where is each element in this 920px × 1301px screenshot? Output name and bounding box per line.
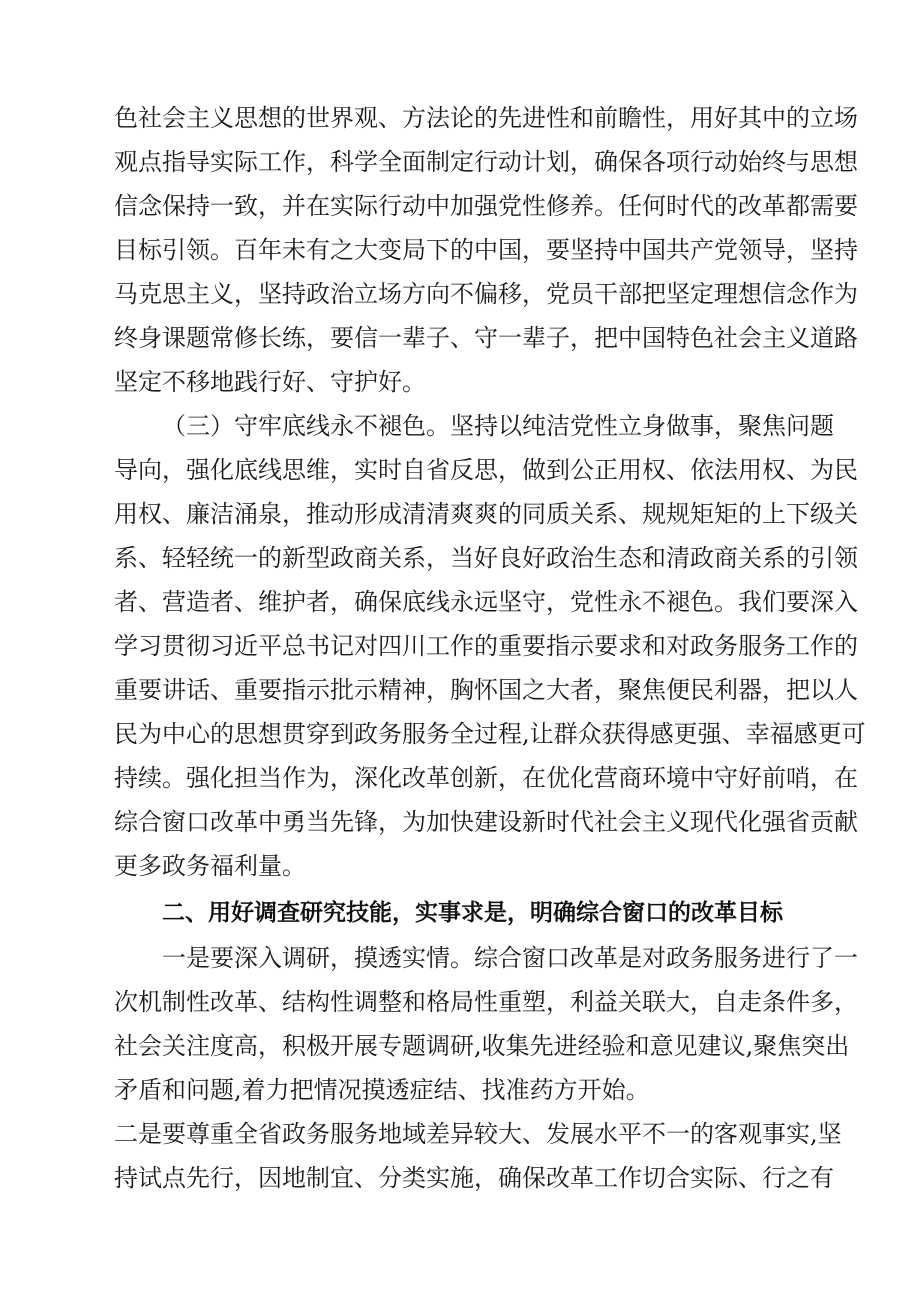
document-body [114, 96, 866, 1200]
text-line: 用权、廉洁涌泉，推动形成清清爽爽的同质关系、规规矩矩的上下级关 [114, 500, 858, 528]
text-line: 民为中心的思想贯穿到政务服务全过程,让群众获得感更强、幸福感更可 [114, 720, 866, 748]
text-line: 终身课题常修长练，要信一辈子、守一辈子，把中国特色社会主义道路 [114, 324, 858, 352]
text-line: 信念保持一致，并在实际行动中加强党性修养。任何时代的改革都需要 [114, 192, 858, 220]
text-line: 色社会主义思想的世界观、方法论的先进性和前瞻性，用好其中的立场 [114, 104, 858, 132]
text-line: 持试点先行，因地制宜、分类实施，确保改革工作切合实际、行之有 [114, 1164, 834, 1192]
text-line: 目标引领。百年未有之大变局下的中国，要坚持中国共产党领导，坚持 [114, 236, 858, 264]
text-line: 系、轻轻统一的新型政商关系，当好良好政治生态和清政商关系的引领 [114, 544, 858, 572]
paragraph-respect-differences [114, 1112, 842, 1200]
text-line: 观点指导实际工作，科学全面制定行动计划，确保各项行动始终与思想 [114, 148, 858, 176]
text-line: 导向，强化底线思维，实时自省反思，做到公正用权、依法用权、为民 [114, 456, 858, 484]
text-line: 重要讲话、重要指示批示精神，胸怀国之大者，聚焦便民利器，把以人 [114, 676, 858, 704]
paragraph-ideology-continued [114, 96, 858, 404]
text-line: 综合窗口改革中勇当先锋，为加快建设新时代社会主义现代化强省贡献 [114, 808, 858, 836]
text-line: 一是要深入调研，摸透实情。综合窗口改革是对政务服务进行了一 [162, 944, 858, 972]
text-line: 学习贯彻习近平总书记对四川工作的重要指示要求和对政务服务工作的 [114, 632, 858, 660]
text-line: 更多政务福利量。 [114, 852, 306, 880]
text-line: 马克思主义，坚持政治立场方向不偏移，党员干部把坚定理想信念作为 [114, 280, 858, 308]
paragraph-research [114, 936, 858, 1112]
text-line: 矛盾和问题,着力把情况摸透症结、找准药方开始。 [114, 1076, 650, 1104]
text-line: 持续。强化担当作为，深化改革创新，在优化营商环境中守好前哨，在 [114, 764, 858, 792]
text-line: 次机制性改革、结构性调整和格局性重塑，利益关联大，自走条件多， [114, 988, 858, 1016]
text-line: 社会关注度高，积极开展专题调研,收集先进经验和意见建议,聚焦突出 [114, 1032, 850, 1060]
paragraph-bottom-line [114, 404, 866, 888]
text-line: （三）守牢底线永不褪色。坚持以纯洁党性立身做事，聚焦问题 [162, 412, 834, 440]
section-heading: 二、用好调查研究技能，实事求是，明确综合窗口的改革目标 [162, 900, 783, 926]
text-line: 坚定不移地践行好、守护好。 [114, 368, 426, 396]
text-line: 二是要尊重全省政务服务地域差异较大、发展水平不一的客观事实,坚 [114, 1120, 842, 1148]
text-line: 者、营造者、维护者，确保底线永远坚守，党性永不褪色。我们要深入 [114, 588, 858, 616]
